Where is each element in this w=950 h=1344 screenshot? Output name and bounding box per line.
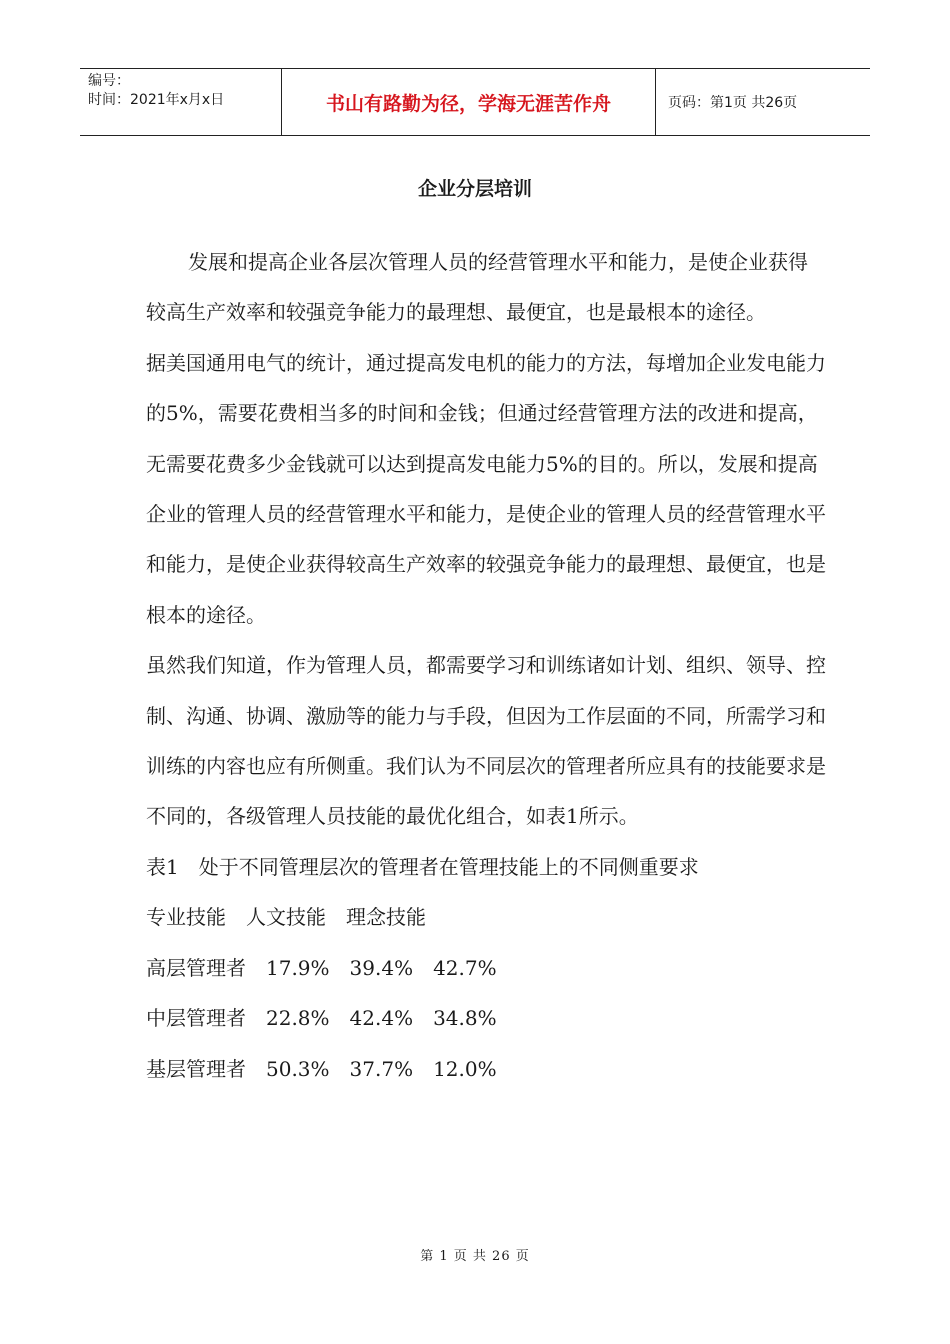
document-body xyxy=(146,237,826,1094)
table-row-middle: 中层管理者 22.8% 42.4% 34.8% xyxy=(146,1006,497,1031)
table-row-basic: 基层管理者 50.3% 37.7% 12.0% xyxy=(146,1056,497,1081)
header-page-info: 页码：第1页 共26页 xyxy=(668,95,798,111)
table-header-row: 专业技能 人文技能 理念技能 xyxy=(146,905,426,930)
paragraph-intro: 发展和提高企业各层次管理人员的经营管理水平和能力，是使企业获得较高生产效率和较强竞争能力的最理想、最便宜，也是最根本的途径。 xyxy=(146,250,808,325)
header-meta xyxy=(80,69,282,135)
paragraph-ge-statistics: 据美国通用电气的统计，通过提高发电机的能力的方法，每增加企业发电能力的5%，需要花费相当多的时间和金钱；但通过经营管理方法的改进和提高，无需要花费多少金钱就可以达到提高发电能力5%的目的。所以，发展和提高企业的管理人员的经营管理水平和能力，是使企业的管理人员的经营管理水平和能力，是使企业获得较高生产效率的较强竞争能力的最理想、最便宜，也是根本的途径。 xyxy=(146,350,826,627)
table-caption: 表1 处于不同管理层次的管理者在管理技能上的不同侧重要求 xyxy=(146,854,699,879)
page-footer: 第 1 页 共 26 页 xyxy=(420,1249,530,1264)
document-date: 时间：2021年x月x日 xyxy=(88,92,225,108)
header-motto: 书山有路勤为径，学海无涯苦作舟 xyxy=(282,69,656,135)
document-title: 企业分层培训 xyxy=(417,178,532,200)
paragraph-skills: 虽然我们知道，作为管理人员，都需要学习和训练诸如计划、组织、领导、控制、沟通、协调、激励等的能力与手段，但因为工作层面的不同，所需学习和训练的内容也应有所侧重。我们认为不同层次的管理者所应具有的技能要求是不同的，各级管理人员技能的最优化组合，如表1所示。 xyxy=(146,653,826,829)
table-row-senior: 高层管理者 17.9% 39.4% 42.7% xyxy=(146,955,497,980)
document-number-label: 编号： xyxy=(88,73,130,89)
page-header xyxy=(80,68,870,136)
